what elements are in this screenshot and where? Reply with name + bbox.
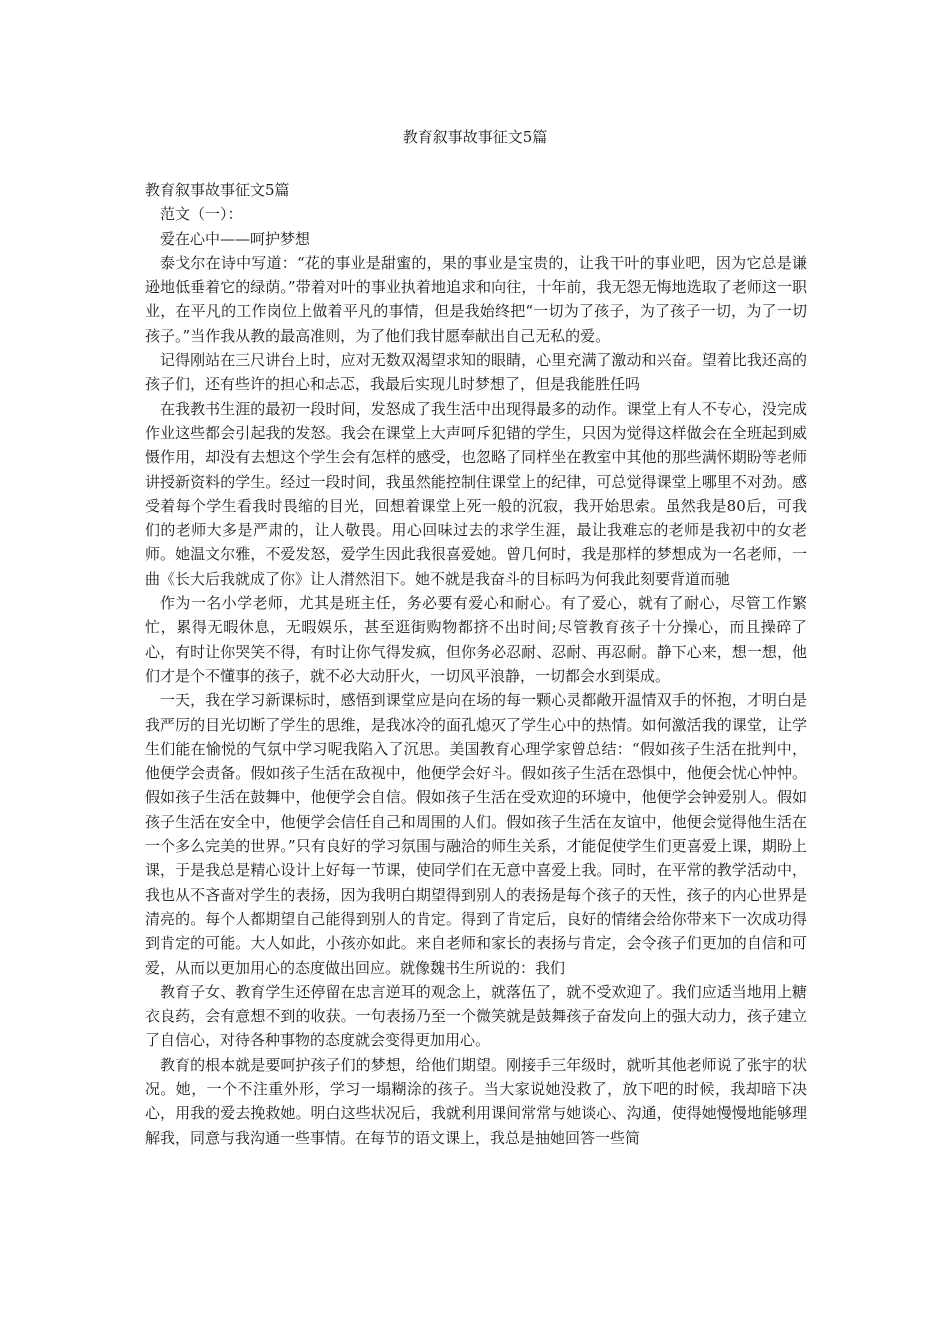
section-label: 范文（一）： — [160, 205, 243, 224]
document-body — [145, 178, 807, 1150]
document-heading: 教育叙事故事征文5篇 — [145, 181, 290, 199]
paragraph: 教育子女、教育学生还停留在忠言逆耳的观念上，就落伍了，就不受欢迎了。我们应适当地用上糖衣良药，会有意想不到的收获。一句表扬乃至一个微笑就是鼓舞孩子奋发向上的强大动力，孩子建立了自信心，对待各种事物的态度就会变得更加用心。 — [145, 982, 807, 1050]
paragraph: 教育的根本就是要呵护孩子们的梦想，给他们期望。刚接手三年级时，就听其他老师说了张宇的状况。她，一个不注重外形，学习一塌糊涂的孩子。当大家说她没救了，放下吧的时候，我却暗下决心，用我的爱去挽救她。明白这些状况后，我就利用课间常常与她谈心、沟通，使得她慢慢地能够理解我，同意与我沟通一些事情。在每节的语文课上，我总是抽她回答一些简 — [145, 1055, 807, 1147]
paragraph: 在我教书生涯的最初一段时间，发怒成了我生活中出现得最多的动作。课堂上有人不专心，没完成作业这些都会引起我的发怒。我会在课堂上大声呵斥犯错的学生，只因为觉得这样做会在全班起到威慑作用，却没有去想这个学生会有怎样的感受，也忽略了同样坐在教室中其他的那些满怀期盼等老师讲授新资料的学生。经过一段时间，我虽然能控制住课堂上的纪律，可总觉得课堂上哪里不对劲。感受着每个学生看我时畏缩的目光，回想着课堂上死一般的沉寂，我开始思索。虽然我是80后，可我们的老师大多是严肃的，让人敬畏。用心回味过去的求学生涯，最让我难忘的老师是我初中的女老师。她温文尔雅，不爱发怒，爱学生因此我很喜爱她。曾几何时，我是那样的梦想成为一名老师，一曲《长大后我就成了你》让人潸然泪下。她不就是我奋斗的目标吗为何我此刻要背道而驰 — [145, 399, 807, 588]
paragraph: 作为一名小学老师，尤其是班主任，务必要有爱心和耐心。有了爱心，就有了耐心，尽管工作繁忙，累得无暇休息，无暇娱乐，甚至逛街购物都挤不出时间;尽管教育孩子十分操心，而且操碎了心，有时让你哭笑不得，有时让你气得发疯，但你务必忍耐、忍耐、再忍耐。静下心来，想一想，他们才是个不懂事的孩子，就不必大动肝火，一切风平浪静，一切都会水到渠成。 — [145, 594, 807, 685]
paragraph: 泰戈尔在诗中写道：“花的事业是甜蜜的，果的事业是宝贵的，让我干叶的事业吧，因为它总是谦逊地低垂着它的绿荫。”带着对叶的事业执着地追求和向往，十年前，我无怨无悔地选取了老师这一职业，在平凡的工作岗位上做着平凡的事情，但是我始终把“一切为了孩子，为了孩子一切，为了一切孩子。”当作我从教的最高准则，为了他们我甘愿奉献出自己无私的爱。 — [145, 253, 807, 345]
document-title: 教育叙事故事征文5篇 — [402, 128, 548, 146]
essay-title: 爱在心中——呵护梦想 — [160, 229, 311, 248]
paragraph: 记得刚站在三尺讲台上时，应对无数双渴望求知的眼睛，心里充满了激动和兴奋。望着比我还高的孩子们，还有些许的担心和忐忑，我最后实现儿时梦想了，但是我能胜任吗 — [145, 351, 807, 394]
paragraph: 一天，我在学习新课标时，感悟到课堂应是向在场的每一颗心灵都敞开温情双手的怀抱，才明白是我严厉的目光切断了学生的思维，是我冰冷的面孔熄灭了学生心中的热情。如何激活我的课堂，让学生们能在愉悦的气氛中学习呢我陷入了沉思。美国教育心理学家曾总结：“假如孩子生活在批判中，他便学会责备。假如孩子生活在敌视中，他便学会好斗。假如孩子生活在恐惧中，他便会忧心忡忡。假如孩子生活在鼓舞中，他便学会自信。假如孩子生活在受欢迎的环境中，他便学会钟爱别人。假如孩子生活在安全中，他便学会信任自己和周围的人们。假如孩子生活在友谊中，他便会觉得他生活在一个多么完美的世界。”只有良好的学习氛围与融洽的师生关系，才能促使学生们更喜爱上课，期盼上课，于是我总是精心设计上好每一节课，使同学们在无意中喜爱上我。同时，在平常的教学活动中，我也从不吝啬对学生的表扬，因为我明白期望得到别人的表扬是每个孩子的天性，孩子的内心世界是清亮的。每个人都期望自己能得到别人的肯定。得到了肯定后，良好的情绪会给你带来下一次成功得到肯定的可能。大人如此，小孩亦如此。来自老师和家长的表扬与肯定，会令孩子们更加的自信和可爱，从而以更加用心的态度做出回应。就像魏书生所说的：我们 — [145, 691, 807, 977]
